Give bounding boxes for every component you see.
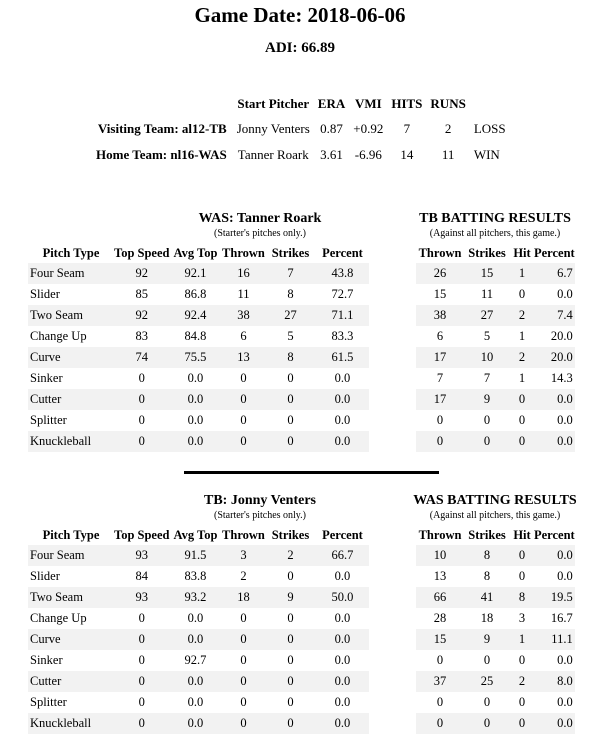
batting-cell: 0 bbox=[483, 653, 491, 667]
pitch-cell: 0.0 bbox=[315, 431, 369, 452]
table-row bbox=[416, 326, 575, 347]
batting-cell: 15 bbox=[433, 287, 447, 301]
table-row bbox=[416, 545, 575, 566]
pitch-type: Change Up bbox=[30, 611, 87, 625]
batting-cell: 6 bbox=[436, 329, 444, 343]
page-title: Game Date: 2018-06-06 bbox=[194, 3, 406, 27]
pitch-table bbox=[28, 525, 369, 734]
pitch-cell: 0 bbox=[287, 413, 294, 427]
pitch-cell: 0 bbox=[114, 629, 169, 650]
pitch-cell: 0 bbox=[114, 431, 169, 452]
table-row bbox=[28, 671, 369, 692]
batting-cell: 0 bbox=[518, 695, 526, 709]
batting-cell: 13 bbox=[433, 569, 447, 583]
summary-cell: WIN bbox=[473, 147, 500, 162]
pitch-type: Cutter bbox=[28, 671, 114, 692]
batting-cell: 11.1 bbox=[534, 629, 575, 650]
batting-cell: 0.0 bbox=[534, 545, 575, 566]
pitch-header-cell: Avg Top bbox=[173, 527, 218, 542]
batting-cell: 0 bbox=[464, 713, 510, 734]
pitch-cell: 0.0 bbox=[334, 413, 351, 427]
summary-cell: 7 bbox=[403, 121, 411, 136]
batting-cell: 28 bbox=[433, 611, 447, 625]
batting-cell: 0 bbox=[510, 389, 534, 410]
batting-cell: 37 bbox=[416, 671, 464, 692]
batting-header-cell: Percent bbox=[534, 245, 575, 260]
pitch-cell: 0.0 bbox=[169, 629, 221, 650]
pitch-cell: 74 bbox=[114, 347, 169, 368]
adi-value: ADI: 66.89 bbox=[265, 40, 335, 56]
pitch-cell: 0 bbox=[287, 611, 294, 625]
table-row bbox=[416, 431, 575, 452]
pitch-type: Four Seam bbox=[28, 545, 114, 566]
pitch-cell: 61.5 bbox=[315, 347, 369, 368]
batting-header-cell: Thrown bbox=[418, 245, 462, 260]
table-row bbox=[28, 431, 369, 452]
pitch-cell: 2 bbox=[265, 545, 315, 566]
table-row bbox=[28, 284, 369, 305]
pitch-cell: 0 bbox=[240, 653, 247, 667]
summary-cell: -6.96 bbox=[354, 147, 382, 162]
pitch-type: Sinker bbox=[30, 653, 63, 667]
pitch-cell: 0 bbox=[240, 371, 247, 385]
pitch-cell: 83.3 bbox=[331, 329, 354, 343]
summary-cell: 11 bbox=[441, 147, 455, 162]
pitch-type: Sinker bbox=[30, 371, 63, 385]
pitch-cell: 0 bbox=[138, 611, 145, 625]
summary-header-cell: ERA bbox=[317, 96, 346, 111]
batting-cell: 8 bbox=[464, 545, 510, 566]
summary-header-cell: HITS bbox=[391, 96, 423, 111]
batting-cell: 15 bbox=[416, 629, 464, 650]
batting-cell: 1 bbox=[510, 629, 534, 650]
batting-cell: 0.0 bbox=[557, 287, 573, 301]
pitch-cell: 0.0 bbox=[169, 713, 221, 734]
pitch-cell: 71.1 bbox=[315, 305, 369, 326]
pitch-header-cell: Strikes bbox=[271, 527, 310, 542]
batting-cell: 0.0 bbox=[534, 713, 575, 734]
pitch-header-cell: Thrown bbox=[222, 527, 265, 542]
pitch-cell: 92.7 bbox=[184, 653, 207, 667]
batting-cell: 0.0 bbox=[557, 695, 573, 709]
pitch-cell: 7 bbox=[265, 263, 315, 284]
batting-title: WAS BATTING RESULTS bbox=[413, 493, 577, 508]
pitch-type: Change Up bbox=[30, 329, 87, 343]
team-label: Visiting Team: al12-TB bbox=[97, 121, 227, 136]
summary-row bbox=[92, 116, 510, 142]
pitch-header-cell: Pitch Type bbox=[42, 245, 100, 260]
pitch-cell: 0.0 bbox=[334, 569, 351, 583]
summary-header-cell: RUNS bbox=[430, 96, 466, 111]
pitch-header-cell: Percent bbox=[322, 527, 363, 542]
pitch-cell: 0 bbox=[221, 431, 265, 452]
pitch-cell: 75.5 bbox=[169, 347, 221, 368]
pitch-cell: 0 bbox=[265, 389, 315, 410]
batting-cell: 0 bbox=[436, 695, 444, 709]
table-row bbox=[28, 713, 369, 734]
pitch-cell: 8 bbox=[287, 287, 294, 301]
pitch-cell: 27 bbox=[265, 305, 315, 326]
pitch-cell: 6 bbox=[240, 329, 247, 343]
pitch-cell: 92 bbox=[114, 263, 169, 284]
pitch-header-cell: Thrown bbox=[222, 245, 265, 260]
batting-cell: 0 bbox=[518, 653, 526, 667]
batting-cell: 0 bbox=[510, 713, 534, 734]
pitch-cell: 3 bbox=[221, 545, 265, 566]
pitch-cell: 0 bbox=[221, 629, 265, 650]
pitch-type: Splitter bbox=[30, 413, 67, 427]
batting-cell: 0.0 bbox=[557, 653, 573, 667]
summary-cell: Tanner Roark bbox=[237, 147, 309, 162]
pitch-cell: 86.8 bbox=[184, 287, 207, 301]
batting-cell: 7 bbox=[483, 371, 491, 385]
pitch-cell: 0 bbox=[240, 413, 247, 427]
table-row bbox=[416, 566, 575, 587]
batting-cell: 11 bbox=[480, 287, 494, 301]
batting-cell: 17 bbox=[416, 347, 464, 368]
pitch-cell: 0 bbox=[287, 653, 294, 667]
pitch-cell: 8 bbox=[265, 347, 315, 368]
batting-cell: 20.0 bbox=[550, 329, 573, 343]
batting-header-cell: Thrown bbox=[418, 527, 462, 542]
pitch-header-cell: Percent bbox=[322, 245, 363, 260]
table-row bbox=[416, 713, 575, 734]
pitch-cell: 0 bbox=[287, 569, 294, 583]
batting-cell: 0 bbox=[464, 431, 510, 452]
pitch-cell: 0 bbox=[221, 713, 265, 734]
batting-header-cell: Percent bbox=[534, 527, 575, 542]
table-row bbox=[416, 284, 575, 305]
pitch-cell: 66.7 bbox=[315, 545, 369, 566]
pitch-type: Four Seam bbox=[28, 263, 114, 284]
pitch-cell: 0 bbox=[138, 653, 145, 667]
pitch-cell: 72.7 bbox=[331, 287, 354, 301]
batting-cell: 16.7 bbox=[550, 611, 573, 625]
pitch-cell: 43.8 bbox=[315, 263, 369, 284]
summary-header-cell: VMI bbox=[354, 96, 382, 111]
table-row bbox=[416, 368, 575, 389]
batting-cell: 0 bbox=[416, 713, 464, 734]
batting-cell: 14.3 bbox=[550, 371, 573, 385]
batting-cell: 27 bbox=[464, 305, 510, 326]
pitch-cell: 0 bbox=[221, 389, 265, 410]
batting-cell: 7 bbox=[436, 371, 444, 385]
batting-cell: 20.0 bbox=[534, 347, 575, 368]
pitch-cell: 13 bbox=[221, 347, 265, 368]
batting-cell: 38 bbox=[416, 305, 464, 326]
batting-cell: 7.4 bbox=[534, 305, 575, 326]
table-row bbox=[416, 650, 575, 671]
pitch-type: Slider bbox=[30, 569, 60, 583]
pitch-cell: 92.1 bbox=[169, 263, 221, 284]
table-row bbox=[28, 347, 369, 368]
team-label: Home Team: nl16-WAS bbox=[96, 147, 227, 162]
pitch-cell: 0 bbox=[221, 671, 265, 692]
batting-cell: 6.7 bbox=[534, 263, 575, 284]
pitch-cell: 83.8 bbox=[184, 569, 207, 583]
pitch-cell: 0.0 bbox=[187, 413, 204, 427]
batting-cell: 0 bbox=[510, 545, 534, 566]
pitch-header-cell: Top Speed bbox=[114, 245, 170, 260]
batting-header-row bbox=[416, 525, 575, 545]
table-row bbox=[28, 410, 369, 431]
table-row bbox=[28, 263, 369, 284]
batting-cell: 41 bbox=[464, 587, 510, 608]
pitch-type: Two Seam bbox=[28, 305, 114, 326]
pitch-cell: 0 bbox=[265, 431, 315, 452]
pitch-type: Splitter bbox=[30, 695, 67, 709]
batting-cell: 19.5 bbox=[534, 587, 575, 608]
pitch-type: Slider bbox=[30, 287, 60, 301]
table-row bbox=[28, 587, 369, 608]
batting-cell: 0 bbox=[518, 569, 526, 583]
batting-cell: 1 bbox=[518, 371, 526, 385]
summary-row bbox=[92, 142, 510, 168]
pitch-cell: 18 bbox=[221, 587, 265, 608]
pitch-type: Knuckleball bbox=[28, 431, 114, 452]
table-row bbox=[416, 608, 575, 629]
summary-cell: LOSS bbox=[473, 121, 506, 136]
pitcher-subtitle: (Starter's pitches only.) bbox=[214, 510, 306, 521]
batting-cell: 8.0 bbox=[534, 671, 575, 692]
table-row bbox=[28, 566, 369, 587]
batting-cell: 0 bbox=[483, 413, 491, 427]
pitch-cell: 9 bbox=[265, 587, 315, 608]
table-row bbox=[28, 692, 369, 713]
pitch-cell: 5 bbox=[287, 329, 294, 343]
table-row bbox=[28, 608, 369, 629]
table-row bbox=[28, 545, 369, 566]
summary-header-cell bbox=[470, 92, 510, 116]
batting-cell: 18 bbox=[480, 611, 494, 625]
pitch-cell: 0.0 bbox=[315, 389, 369, 410]
pitch-cell: 93 bbox=[114, 587, 169, 608]
summary-cell: 0.87 bbox=[320, 121, 343, 136]
pitch-cell: 0 bbox=[265, 671, 315, 692]
pitch-cell: 0.0 bbox=[334, 695, 351, 709]
summary-cell: +0.92 bbox=[353, 121, 384, 136]
batting-header-cell: Hit bbox=[513, 245, 531, 260]
batting-cell: 8 bbox=[483, 569, 491, 583]
batting-cell: 0.0 bbox=[557, 569, 573, 583]
pitch-cell: 0.0 bbox=[187, 611, 204, 625]
pitch-cell: 0 bbox=[138, 371, 145, 385]
table-row bbox=[28, 629, 369, 650]
pitch-type: Cutter bbox=[28, 389, 114, 410]
table-row bbox=[416, 410, 575, 431]
pitch-cell: 0 bbox=[265, 629, 315, 650]
pitch-cell: 0 bbox=[287, 695, 294, 709]
batting-cell: 0.0 bbox=[534, 431, 575, 452]
batting-cell: 9 bbox=[464, 389, 510, 410]
pitch-header-row bbox=[28, 243, 369, 263]
batting-header-cell: Strikes bbox=[468, 245, 506, 260]
batting-cell: 9 bbox=[464, 629, 510, 650]
pitch-cell: 0.0 bbox=[315, 671, 369, 692]
table-row bbox=[28, 368, 369, 389]
batting-table bbox=[416, 525, 575, 734]
pitch-cell: 0.0 bbox=[315, 629, 369, 650]
pitch-cell: 0.0 bbox=[334, 371, 351, 385]
pitch-cell: 0.0 bbox=[334, 653, 351, 667]
batting-header-row bbox=[416, 243, 575, 263]
pitch-cell: 0 bbox=[240, 695, 247, 709]
pitch-cell: 84.8 bbox=[184, 329, 207, 343]
batting-cell: 1 bbox=[518, 329, 526, 343]
table-row bbox=[28, 389, 369, 410]
pitch-header-cell: Top Speed bbox=[114, 527, 170, 542]
pitch-cell: 93.2 bbox=[169, 587, 221, 608]
batting-cell: 0 bbox=[416, 431, 464, 452]
pitch-cell: 16 bbox=[221, 263, 265, 284]
pitch-header-cell: Pitch Type bbox=[42, 527, 100, 542]
pitcher-title: WAS: Tanner Roark bbox=[198, 211, 322, 226]
pitch-cell: 0.0 bbox=[315, 713, 369, 734]
pitch-cell: 0 bbox=[138, 695, 145, 709]
batting-cell: 2 bbox=[510, 347, 534, 368]
pitch-cell: 91.5 bbox=[169, 545, 221, 566]
pitch-cell: 93 bbox=[114, 545, 169, 566]
batting-title: TB BATTING RESULTS bbox=[419, 211, 571, 226]
batting-cell: 25 bbox=[464, 671, 510, 692]
pitch-cell: 38 bbox=[221, 305, 265, 326]
batting-subtitle: (Against all pitchers, this game.) bbox=[429, 510, 561, 521]
batting-cell: 8 bbox=[510, 587, 534, 608]
batting-cell: 0.0 bbox=[557, 413, 573, 427]
pitcher-subtitle: (Starter's pitches only.) bbox=[214, 228, 306, 239]
table-row bbox=[416, 587, 575, 608]
batting-header-cell: Hit bbox=[513, 527, 531, 542]
table-row bbox=[416, 263, 575, 284]
batting-cell: 0.0 bbox=[534, 389, 575, 410]
pitch-cell: 0.0 bbox=[187, 695, 204, 709]
game-summary-table bbox=[92, 92, 510, 168]
batting-cell: 0 bbox=[483, 695, 491, 709]
batting-table bbox=[416, 243, 575, 452]
batting-cell: 2 bbox=[510, 305, 534, 326]
batting-cell: 26 bbox=[416, 263, 464, 284]
pitch-cell: 92.4 bbox=[169, 305, 221, 326]
table-row bbox=[416, 629, 575, 650]
pitch-cell: 0.0 bbox=[169, 389, 221, 410]
pitch-type: Curve bbox=[28, 629, 114, 650]
batting-cell: 10 bbox=[464, 347, 510, 368]
batting-cell: 0 bbox=[436, 413, 444, 427]
table-row bbox=[28, 326, 369, 347]
table-row bbox=[416, 347, 575, 368]
pitch-cell: 83 bbox=[135, 329, 148, 343]
section-divider bbox=[184, 471, 439, 474]
pitch-cell: 11 bbox=[237, 287, 250, 301]
pitch-header-cell: Strikes bbox=[271, 245, 310, 260]
batting-cell: 1 bbox=[510, 263, 534, 284]
pitch-cell: 0 bbox=[114, 389, 169, 410]
pitch-cell: 0.0 bbox=[187, 371, 204, 385]
batting-cell: 0 bbox=[510, 431, 534, 452]
table-row bbox=[416, 389, 575, 410]
pitcher-title: TB: Jonny Venters bbox=[203, 493, 317, 508]
pitch-type: Knuckleball bbox=[28, 713, 114, 734]
table-row bbox=[416, 671, 575, 692]
pitch-cell: 2 bbox=[240, 569, 247, 583]
pitch-type: Curve bbox=[28, 347, 114, 368]
pitch-type: Two Seam bbox=[28, 587, 114, 608]
pitch-cell: 0.0 bbox=[169, 431, 221, 452]
pitch-cell: 92 bbox=[114, 305, 169, 326]
batting-cell: 0 bbox=[518, 413, 526, 427]
summary-cell: 14 bbox=[400, 147, 414, 162]
pitch-cell: 0 bbox=[240, 611, 247, 625]
batting-cell: 66 bbox=[416, 587, 464, 608]
summary-cell: 3.61 bbox=[320, 147, 343, 162]
summary-header-row bbox=[92, 92, 510, 116]
pitch-header-cell: Avg Top bbox=[173, 245, 218, 260]
batting-cell: 5 bbox=[483, 329, 491, 343]
pitch-cell: 0.0 bbox=[334, 611, 351, 625]
summary-cell: Jonny Venters bbox=[236, 121, 310, 136]
batting-cell: 0 bbox=[436, 653, 444, 667]
pitch-cell: 84 bbox=[135, 569, 148, 583]
batting-subtitle: (Against all pitchers, this game.) bbox=[429, 228, 561, 239]
pitch-header-row bbox=[28, 525, 369, 545]
pitch-cell: 0 bbox=[287, 371, 294, 385]
pitch-cell: 0.0 bbox=[169, 671, 221, 692]
batting-cell: 3 bbox=[518, 611, 526, 625]
batting-header-cell: Strikes bbox=[468, 527, 506, 542]
table-row bbox=[28, 305, 369, 326]
batting-cell: 17 bbox=[416, 389, 464, 410]
batting-cell: 10 bbox=[416, 545, 464, 566]
table-row bbox=[416, 692, 575, 713]
pitch-table bbox=[28, 243, 369, 452]
table-row bbox=[416, 305, 575, 326]
batting-cell: 2 bbox=[510, 671, 534, 692]
pitch-cell: 85 bbox=[135, 287, 148, 301]
summary-header-cell bbox=[92, 92, 233, 116]
batting-cell: 0 bbox=[518, 287, 526, 301]
summary-header-cell: Start Pitcher bbox=[237, 96, 310, 111]
table-row bbox=[28, 650, 369, 671]
pitch-cell: 0 bbox=[265, 713, 315, 734]
batting-cell: 15 bbox=[464, 263, 510, 284]
pitch-cell: 50.0 bbox=[315, 587, 369, 608]
pitch-cell: 0 bbox=[138, 413, 145, 427]
summary-cell: 2 bbox=[444, 121, 452, 136]
pitch-cell: 0 bbox=[114, 671, 169, 692]
pitch-cell: 0 bbox=[114, 713, 169, 734]
